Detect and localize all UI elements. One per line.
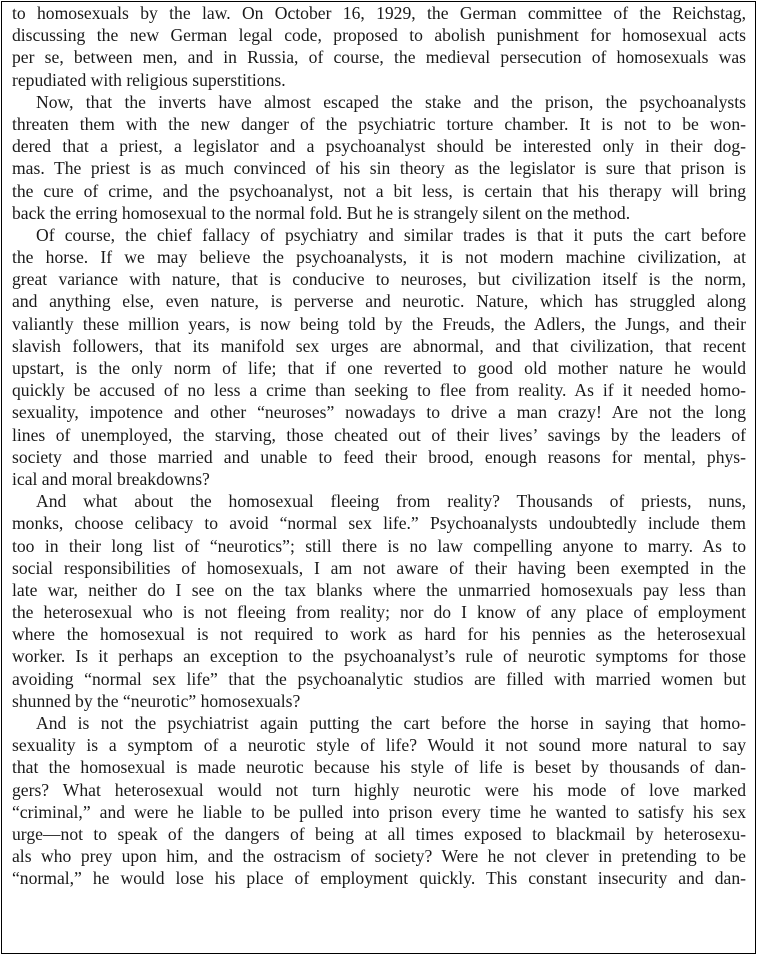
text-line: “criminal,” and were he liable to be pulled into prison every time he wanted to satisfy his sex [12, 801, 746, 822]
text-line: dered that a priest, a legislator and a psychoanalyst should be interested only in their dog- [12, 136, 746, 157]
text-line: upstart, is the only norm of life; that if one reverted to good old mother nature he would [12, 358, 746, 378]
text-line: valiantly these million years, is now being told by the Freuds, the Adlers, the Jungs, and their [12, 313, 746, 334]
text-line: too in their long list of “neurotics”; still there is no law compelling anyone to marry. As to [12, 535, 746, 556]
text-line: per se, between men, and in Russia, of course, the medieval persecution of homosexuals was [12, 47, 746, 68]
text-line: worker. Is it perhaps an exception to the psychoanalyst’s rule of neurotic symptoms for those [12, 646, 746, 667]
text-line: back the erring homosexual to the normal fold. But he is strangely silent on the method. [12, 202, 631, 223]
text-line: als who prey upon him, and the ostracism of society? Were he not clever in pretending to be [12, 846, 746, 867]
text-line: social responsibilities of homosexuals, I am not aware of their having been exempted in the [12, 557, 746, 578]
text-line: And what about the homosexual fleeing from reality? Thousands of priests, nuns, [36, 491, 746, 512]
text-line: and anything else, even nature, is perverse and neurotic. Nature, which has struggled along [12, 291, 746, 312]
text-line: avoiding “normal sex life” that the psychoanalytic studios are filled with married women but [12, 668, 746, 689]
text-line: ical and moral breakdowns? [12, 468, 210, 489]
text-line: sexuality is a symptom of a neurotic style of life? Would it not sound more natural to say [12, 735, 746, 756]
text-line: the heterosexual who is not fleeing from reality; nor do I know of any place of employment [12, 602, 746, 623]
text-line: gers? What heterosexual would not turn highly neurotic were his mode of love marked [12, 779, 746, 800]
text-line: discussing the new German legal code, proposed to abolish punishment for homosexual acts [12, 25, 746, 46]
text-line: that the homosexual is made neurotic because his style of life is beset by thousands of dan- [12, 757, 746, 778]
text-line: urge—not to speak of the dangers of being at all times exposed to blackmail by heterosexu- [12, 823, 746, 844]
text-line: the cure of crime, and the psychoanalyst, not a bit less, is certain that his therapy will bring [12, 180, 746, 201]
text-line: slavish followers, that its manifold sex urges are abnormal, and that civilization, that recent [12, 335, 746, 356]
text-line: lines of unemployed, the starving, those cheated out of their lives’ savings by the leaders of [12, 424, 746, 445]
document-body [12, 2, 746, 890]
paragraph-4 [12, 490, 746, 712]
text-line: shunned by the “neurotic” homosexuals? [12, 690, 301, 711]
text-line: quickly be accused of no less a crime than seeking to flee from reality. As if it needed homo- [12, 380, 746, 401]
text-line: great variance with nature, that is conducive to neuroses, but civilization itself is the norm, [12, 269, 746, 290]
paragraph-2 [12, 91, 746, 224]
text-line: society and those married and unable to feed their brood, enough reasons for mental, phys- [12, 446, 746, 467]
text-line: repudiated with religious superstitions. [12, 69, 286, 90]
page-frame [1, 1, 756, 954]
text-line: to homosexuals by the law. On October 16, 1929, the German committee of the Reichstag, [12, 3, 746, 23]
text-line: monks, choose celibacy to avoid “normal sex life.” Psychoanalysts undoubtedly include them [12, 513, 746, 534]
text-line: the horse. If we may believe the psychoanalysts, it is not modern machine civilization, at [12, 247, 746, 268]
text-line: where the homosexual is not required to work as hard for his pennies as the heterosexual [12, 624, 746, 645]
text-line: late war, neither do I see on the tax blanks where the unmarried homosexuals pay less than [12, 579, 746, 600]
text-line: “normal,” he would lose his place of employment quickly. This constant insecurity and dan- [12, 868, 746, 889]
text-line: sexuality, impotence and other “neuroses” nowadays to drive a man crazy! Are not the long [12, 402, 746, 423]
text-line: mas. The priest is as much convinced of his sin theory as the legislator is sure that prison is [12, 158, 746, 179]
text-line: Of course, the chief fallacy of psychiatry and similar trades is that it puts the cart before [36, 224, 746, 245]
paragraph-3 [12, 224, 746, 490]
text-line: Now, that the inverts have almost escaped the stake and the prison, the psychoanalysts [36, 91, 746, 112]
text-line: And is not the psychiatrist again putting the cart before the horse in saying that homo- [36, 713, 746, 733]
paragraph-5 [12, 712, 746, 890]
text-line: threaten them with the new danger of the psychiatric torture chamber. It is not to be won- [12, 113, 746, 134]
paragraph-1 [12, 2, 746, 91]
